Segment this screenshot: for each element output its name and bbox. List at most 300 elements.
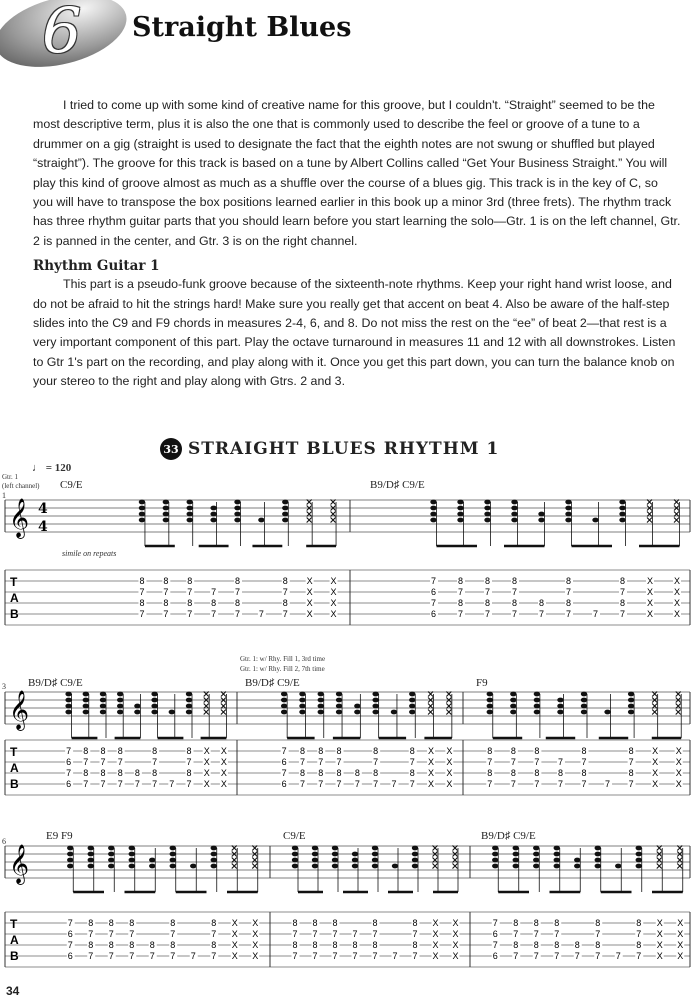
tab-number: X bbox=[452, 940, 459, 950]
tab-number: 7 bbox=[83, 779, 89, 789]
note-head bbox=[210, 518, 216, 523]
note-head bbox=[484, 512, 490, 517]
tab-number: X bbox=[231, 918, 238, 928]
section-paragraph: This part is a pseudo-funk groove because of the sixteenth-note rhythms. Keep your right hand wrist loose, and do not be afraid to hit the strings hard! Make sure you really get that accent on beat 4. Also be aware of the half-step slides into the C9 and F9 chords in measures 2-4, 6, and 8. Do not miss the rest on the “ee” of beat 2—that rest is a very important component of this part. Play the octave turnaround in measures 11 and 12 with all downstrokes. Listen to Gtr 1's part on the recording, and play along with it. Once you get this part down, you can turn the balance knob on your stereo to the right and play along with Gtrs. 2 and 3. bbox=[33, 277, 676, 389]
tab-number: 8 bbox=[108, 918, 114, 928]
note-head bbox=[372, 710, 378, 715]
tab-number: 8 bbox=[129, 918, 135, 928]
note-head bbox=[151, 710, 157, 715]
note-head bbox=[457, 512, 463, 517]
tab-number: X bbox=[203, 757, 210, 767]
tab-number: X bbox=[446, 757, 453, 767]
tab-number: 7 bbox=[88, 929, 94, 939]
note-head bbox=[574, 864, 580, 869]
tab-number: 7 bbox=[66, 768, 72, 778]
note-head bbox=[430, 512, 436, 517]
note-head bbox=[170, 852, 176, 857]
tab-number: 7 bbox=[186, 779, 192, 789]
note-head bbox=[129, 846, 135, 851]
note-head bbox=[129, 858, 135, 863]
tab-number: X bbox=[330, 576, 337, 586]
tab-number: 7 bbox=[431, 576, 437, 586]
note-head bbox=[65, 710, 71, 715]
tab-number: 7 bbox=[615, 951, 621, 961]
tab-number: 8 bbox=[513, 940, 519, 950]
tab-number: X bbox=[330, 598, 337, 608]
note-head bbox=[581, 692, 587, 697]
tab-number: 7 bbox=[492, 940, 498, 950]
chord-symbol: C9/E bbox=[283, 830, 306, 842]
tab-number: 6 bbox=[281, 779, 287, 789]
note-head bbox=[282, 506, 288, 511]
note-head bbox=[88, 852, 94, 857]
tab-number: 7 bbox=[373, 757, 379, 767]
tab-number: 8 bbox=[312, 940, 318, 950]
note-head bbox=[281, 692, 287, 697]
tab-number: 7 bbox=[292, 951, 298, 961]
measure-number: 3 bbox=[2, 682, 6, 691]
tab-number: 8 bbox=[373, 746, 379, 756]
note-head bbox=[619, 506, 625, 511]
note-head bbox=[117, 710, 123, 715]
tab-number: 8 bbox=[332, 918, 338, 928]
note-head bbox=[129, 852, 135, 857]
tab-letter: A bbox=[10, 761, 19, 775]
tab-number: 6 bbox=[66, 757, 72, 767]
tab-number: 8 bbox=[412, 918, 418, 928]
tab-number: 7 bbox=[299, 779, 305, 789]
muted-note-icon bbox=[307, 518, 312, 523]
note-head bbox=[211, 864, 217, 869]
tab-number: 7 bbox=[187, 609, 193, 619]
note-head bbox=[409, 710, 415, 715]
tab-number: X bbox=[675, 779, 682, 789]
note-head bbox=[186, 704, 192, 709]
note-head bbox=[534, 698, 540, 703]
tab-number: 7 bbox=[354, 779, 360, 789]
note-head bbox=[533, 852, 539, 857]
tab-number: 7 bbox=[139, 587, 145, 597]
note-head bbox=[487, 704, 493, 709]
tab-number: X bbox=[452, 929, 459, 939]
tab-number: 8 bbox=[139, 576, 145, 586]
track-number-icon: 33 bbox=[160, 438, 182, 460]
tab-number: 7 bbox=[512, 609, 518, 619]
tab-number: 8 bbox=[581, 768, 587, 778]
tab-number: X bbox=[677, 918, 684, 928]
note-head bbox=[574, 858, 580, 863]
tab-number: 7 bbox=[281, 768, 287, 778]
note-head bbox=[554, 852, 560, 857]
note-head bbox=[332, 846, 338, 851]
note-head bbox=[581, 710, 587, 715]
note-head bbox=[292, 846, 298, 851]
note-head bbox=[412, 852, 418, 857]
note-head bbox=[332, 852, 338, 857]
note-head bbox=[628, 698, 634, 703]
note-head bbox=[67, 858, 73, 863]
tab-number: X bbox=[252, 951, 259, 961]
tab-number: 7 bbox=[281, 746, 287, 756]
note-head bbox=[595, 864, 601, 869]
tab-number: 7 bbox=[431, 598, 437, 608]
tab-number: 8 bbox=[512, 576, 518, 586]
tab-number: 7 bbox=[67, 918, 73, 928]
tab-number: X bbox=[677, 940, 684, 950]
tab-number: 7 bbox=[352, 951, 358, 961]
guitar-label: Gtr. 1 bbox=[2, 473, 18, 481]
note-head bbox=[565, 506, 571, 511]
tab-number: X bbox=[220, 746, 227, 756]
tab-number: 7 bbox=[409, 779, 415, 789]
tab-number: 7 bbox=[117, 779, 123, 789]
tab-number: 8 bbox=[636, 918, 642, 928]
note-head bbox=[234, 500, 240, 505]
tab-number: 8 bbox=[88, 940, 94, 950]
note-head bbox=[487, 692, 493, 697]
tab-number: X bbox=[677, 929, 684, 939]
tab-number: X bbox=[674, 587, 681, 597]
tab-number: 8 bbox=[117, 746, 123, 756]
tab-number: X bbox=[656, 918, 663, 928]
tab-number: 7 bbox=[373, 779, 379, 789]
tab-number: 7 bbox=[636, 951, 642, 961]
note-head bbox=[318, 698, 324, 703]
note-head bbox=[151, 698, 157, 703]
note-head bbox=[511, 506, 517, 511]
tab-number: 7 bbox=[186, 757, 192, 767]
note-head bbox=[487, 710, 493, 715]
tab-number: 8 bbox=[566, 576, 572, 586]
tab-number: 7 bbox=[534, 757, 540, 767]
note-head bbox=[636, 846, 642, 851]
note-head bbox=[108, 852, 114, 857]
note-head bbox=[88, 864, 94, 869]
note-head bbox=[372, 852, 378, 857]
chapter-number: 6 bbox=[42, 0, 82, 67]
note-head bbox=[391, 710, 397, 715]
note-head bbox=[430, 506, 436, 511]
tab-number: 8 bbox=[487, 768, 493, 778]
note-head bbox=[581, 704, 587, 709]
note-head bbox=[318, 692, 324, 697]
note-head bbox=[636, 852, 642, 857]
tab-number: 7 bbox=[539, 609, 545, 619]
tab-number: 8 bbox=[636, 940, 642, 950]
tab-number: 8 bbox=[108, 940, 114, 950]
tab-number: 8 bbox=[412, 940, 418, 950]
note-head bbox=[210, 512, 216, 517]
note-head bbox=[409, 704, 415, 709]
tab-letter: A bbox=[10, 933, 19, 947]
fill-note: Gtr. 1: w/ Rhy. Fill 2, 7th time bbox=[240, 665, 325, 673]
tab-number: 7 bbox=[211, 587, 217, 597]
tab-number: 7 bbox=[533, 951, 539, 961]
note-head bbox=[352, 852, 358, 857]
tab-number: 7 bbox=[83, 757, 89, 767]
tab-letter: T bbox=[10, 745, 18, 759]
tab-number: 8 bbox=[187, 576, 193, 586]
note-head bbox=[312, 846, 318, 851]
tab-number: 8 bbox=[513, 918, 519, 928]
tab-number: 8 bbox=[336, 768, 342, 778]
note-head bbox=[332, 858, 338, 863]
channel-label: (left channel) bbox=[2, 482, 40, 490]
tab-number: X bbox=[252, 918, 259, 928]
note-head bbox=[619, 500, 625, 505]
intro-paragraph: I tried to come up with some kind of creative name for this groove, but I couldn't. “Straight” seemed to be the most descriptive term, plus it is also the one that is commonly used to describe the feel or groove of a tune to a drummer on a gig (straight is used to designate the fact that the eighth notes are not swung or shuffled but played “straight”). The groove for this track is based on a tune by Albert Collins called “Get Your Business Straight.” You will play this kind of groove almost as much as a shuffle over the course of a blues gig. This track is in the key of C, so you will have to transpose the box positions learned earlier in this book up a minor 3rd (three frets). The rhythm track has three rhythm guitar parts that you should learn before you start learning the solo—Gtr. 1 is on the left channel, Gtr. 2 is panned in the center, and Gtr. 3 is on the right channel. bbox=[33, 98, 681, 248]
tab-number: 8 bbox=[566, 598, 572, 608]
tab-number: 7 bbox=[129, 951, 135, 961]
note-head bbox=[538, 518, 544, 523]
tab-number: 8 bbox=[235, 576, 241, 586]
muted-note-icon bbox=[331, 518, 336, 523]
tab-number: 7 bbox=[187, 587, 193, 597]
note-head bbox=[484, 500, 490, 505]
tab-number: 8 bbox=[186, 746, 192, 756]
tab-number: X bbox=[674, 576, 681, 586]
tab-number: X bbox=[675, 757, 682, 767]
tab-number: 8 bbox=[487, 746, 493, 756]
note-head bbox=[187, 512, 193, 517]
tab-number: 8 bbox=[628, 746, 634, 756]
note-head bbox=[163, 500, 169, 505]
tab-number: 7 bbox=[510, 779, 516, 789]
tab-number: 6 bbox=[492, 951, 498, 961]
note-head bbox=[281, 698, 287, 703]
section-heading: Rhythm Guitar 1 bbox=[33, 258, 160, 275]
tab-number: 8 bbox=[458, 598, 464, 608]
note-head bbox=[336, 698, 342, 703]
note-head bbox=[492, 858, 498, 863]
tab-number: X bbox=[306, 609, 313, 619]
tab-number: 8 bbox=[170, 918, 176, 928]
tab-number: 7 bbox=[108, 951, 114, 961]
treble-clef-icon: 𝄞 bbox=[9, 844, 30, 884]
tab-number: 7 bbox=[581, 779, 587, 789]
note-head bbox=[628, 704, 634, 709]
tab-number: 7 bbox=[485, 587, 491, 597]
tab-number: 8 bbox=[574, 940, 580, 950]
tab-number: 7 bbox=[332, 951, 338, 961]
note-head bbox=[281, 710, 287, 715]
note-head bbox=[186, 692, 192, 697]
tab-number: 7 bbox=[412, 951, 418, 961]
tab-number: X bbox=[428, 746, 435, 756]
tab-number: 8 bbox=[88, 918, 94, 928]
note-head bbox=[186, 698, 192, 703]
note-head bbox=[163, 512, 169, 517]
muted-note-icon bbox=[676, 710, 681, 715]
muted-note-icon bbox=[221, 710, 226, 715]
tab-number: 7 bbox=[312, 951, 318, 961]
note-head bbox=[292, 852, 298, 857]
tab-letter: B bbox=[10, 949, 19, 963]
tab-number: 7 bbox=[533, 929, 539, 939]
note-head bbox=[619, 512, 625, 517]
note-head bbox=[163, 506, 169, 511]
note-head bbox=[510, 698, 516, 703]
muted-note-icon bbox=[428, 710, 433, 715]
note-head bbox=[513, 846, 519, 851]
tab-number: 8 bbox=[299, 768, 305, 778]
measure-number: 6 bbox=[2, 837, 6, 846]
tab-number: 7 bbox=[595, 951, 601, 961]
note-head bbox=[636, 864, 642, 869]
chord-symbol: B9/D♯ C9/E bbox=[481, 830, 536, 842]
note-head bbox=[211, 852, 217, 857]
note-head bbox=[595, 846, 601, 851]
tab-number: 7 bbox=[336, 779, 342, 789]
tab-number: X bbox=[446, 768, 453, 778]
note-head bbox=[163, 518, 169, 523]
chord-symbol: F9 bbox=[476, 677, 488, 689]
note-head bbox=[554, 846, 560, 851]
tab-number: 8 bbox=[372, 940, 378, 950]
note-head bbox=[88, 858, 94, 863]
tab-number: 8 bbox=[152, 768, 158, 778]
note-head bbox=[65, 698, 71, 703]
tab-number: 8 bbox=[83, 746, 89, 756]
note-head bbox=[484, 506, 490, 511]
note-head bbox=[533, 858, 539, 863]
tab-number: 8 bbox=[139, 598, 145, 608]
tab-number: X bbox=[203, 779, 210, 789]
note-head bbox=[299, 710, 305, 715]
note-head bbox=[619, 518, 625, 523]
tab-number: X bbox=[675, 746, 682, 756]
tab-number: 8 bbox=[186, 768, 192, 778]
note-head bbox=[299, 698, 305, 703]
note-head bbox=[312, 852, 318, 857]
muted-note-icon bbox=[652, 710, 657, 715]
tab-number: 8 bbox=[595, 918, 601, 928]
note-head bbox=[149, 858, 155, 863]
tab-number: X bbox=[656, 940, 663, 950]
note-head bbox=[409, 698, 415, 703]
tab-number: 7 bbox=[129, 929, 135, 939]
tab-number: 8 bbox=[163, 576, 169, 586]
note-head bbox=[234, 506, 240, 511]
tab-number: 8 bbox=[292, 940, 298, 950]
tab-number: 8 bbox=[534, 768, 540, 778]
note-head bbox=[372, 846, 378, 851]
chord-symbol: B9/D♯ C9/E bbox=[370, 479, 425, 491]
tab-number: X bbox=[306, 576, 313, 586]
note-head bbox=[169, 710, 175, 715]
note-head bbox=[372, 864, 378, 869]
tab-number: 7 bbox=[628, 779, 634, 789]
note-head bbox=[170, 864, 176, 869]
tab-number: 7 bbox=[235, 587, 241, 597]
tab-number: X bbox=[452, 918, 459, 928]
tab-number: X bbox=[652, 746, 659, 756]
tab-number: X bbox=[220, 768, 227, 778]
tab-number: 6 bbox=[67, 951, 73, 961]
tab-number: 6 bbox=[67, 929, 73, 939]
note-head bbox=[487, 698, 493, 703]
tab-number: 7 bbox=[636, 929, 642, 939]
note-head bbox=[513, 864, 519, 869]
note-head bbox=[83, 692, 89, 697]
tab-number: 7 bbox=[595, 929, 601, 939]
note-head bbox=[636, 858, 642, 863]
tab-number: 8 bbox=[100, 768, 106, 778]
note-head bbox=[533, 864, 539, 869]
tab-number: 7 bbox=[299, 757, 305, 767]
tab-number: X bbox=[432, 951, 439, 961]
chapter-title: Straight Blues bbox=[132, 12, 352, 43]
muted-note-icon bbox=[674, 518, 679, 523]
tab-number: 7 bbox=[352, 929, 358, 939]
tab-number: X bbox=[330, 609, 337, 619]
tab-number: 7 bbox=[458, 587, 464, 597]
note-head bbox=[170, 846, 176, 851]
tab-number: X bbox=[231, 940, 238, 950]
note-head bbox=[511, 512, 517, 517]
note-head bbox=[510, 710, 516, 715]
note-head bbox=[187, 518, 193, 523]
tab-number: 8 bbox=[628, 768, 634, 778]
muted-note-icon bbox=[232, 864, 237, 869]
note-head bbox=[511, 518, 517, 523]
tab-number: 7 bbox=[332, 929, 338, 939]
tab-number: 7 bbox=[149, 951, 155, 961]
tab-number: 7 bbox=[593, 609, 599, 619]
note-head bbox=[210, 506, 216, 511]
note-head bbox=[170, 858, 176, 863]
tab-number: 7 bbox=[391, 779, 397, 789]
tab-number: 8 bbox=[332, 940, 338, 950]
note-head bbox=[117, 692, 123, 697]
tab-number: X bbox=[452, 951, 459, 961]
note-head bbox=[513, 858, 519, 863]
tab-number: X bbox=[652, 768, 659, 778]
note-head bbox=[510, 704, 516, 709]
muted-note-icon bbox=[446, 710, 451, 715]
tab-number: 7 bbox=[620, 587, 626, 597]
note-head bbox=[533, 846, 539, 851]
note-head bbox=[187, 506, 193, 511]
tab-number: X bbox=[428, 768, 435, 778]
tab-number: 7 bbox=[557, 779, 563, 789]
tab-number: 8 bbox=[510, 746, 516, 756]
tab-number: 7 bbox=[88, 951, 94, 961]
note-head bbox=[354, 710, 360, 715]
tab-number: X bbox=[231, 951, 238, 961]
note-head bbox=[332, 864, 338, 869]
note-head bbox=[139, 506, 145, 511]
tab-number: 7 bbox=[554, 929, 560, 939]
tab-number: 8 bbox=[336, 746, 342, 756]
note-head bbox=[108, 864, 114, 869]
note-head bbox=[513, 852, 519, 857]
muted-note-icon bbox=[433, 864, 438, 869]
tab-number: 7 bbox=[108, 929, 114, 939]
tab-number: X bbox=[432, 929, 439, 939]
note-head bbox=[139, 512, 145, 517]
note-head bbox=[457, 518, 463, 523]
tab-number: 7 bbox=[170, 951, 176, 961]
note-head bbox=[129, 864, 135, 869]
tab-number: 7 bbox=[620, 609, 626, 619]
note-head bbox=[604, 710, 610, 715]
tab-number: 7 bbox=[169, 779, 175, 789]
note-head bbox=[372, 698, 378, 703]
note-head bbox=[352, 864, 358, 869]
note-head bbox=[511, 500, 517, 505]
chord-symbol: C9/E bbox=[60, 479, 83, 491]
